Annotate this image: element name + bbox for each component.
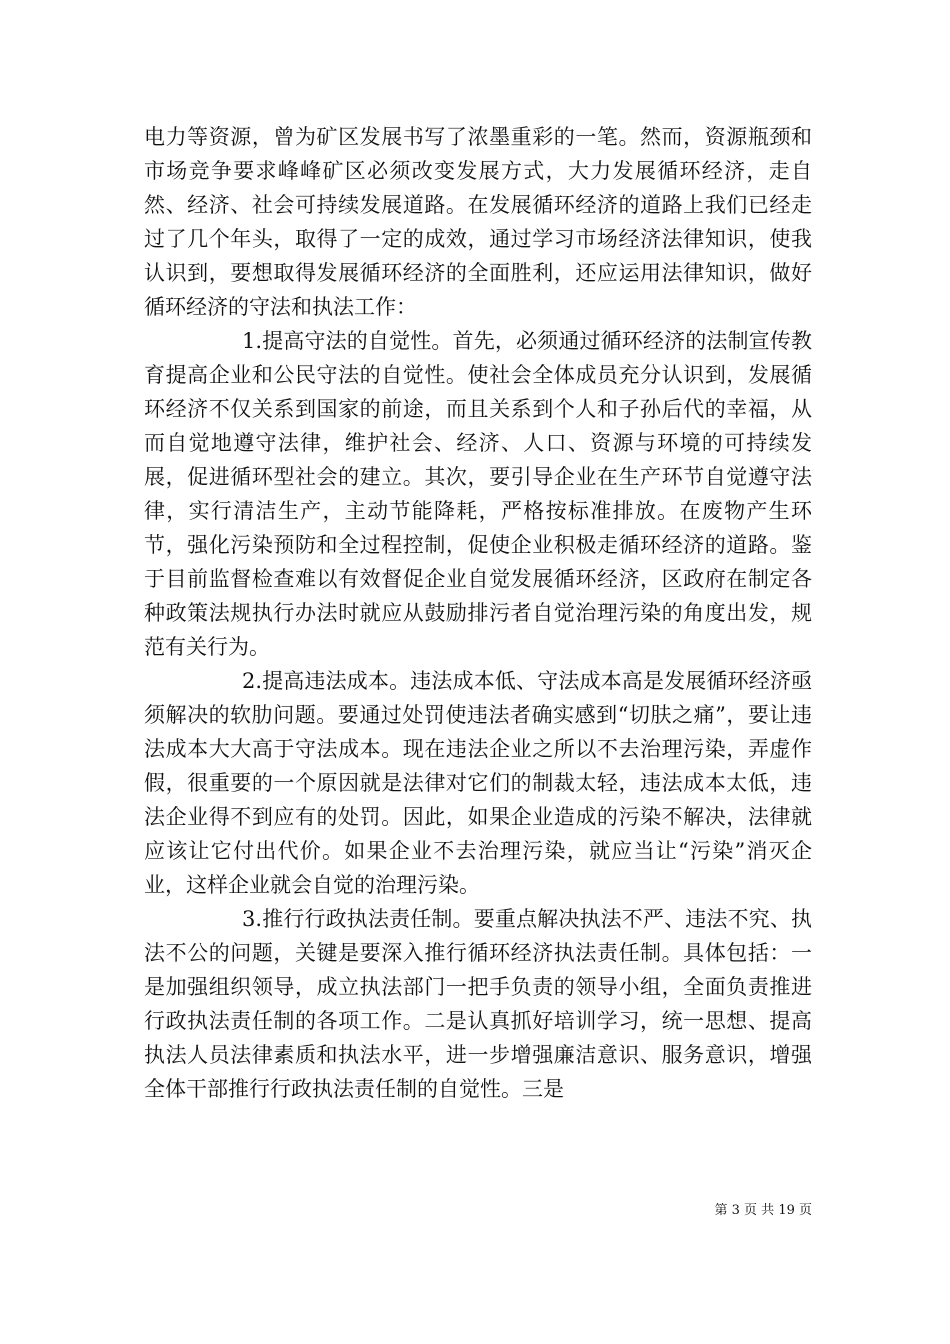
paragraph-item-2: 2.提高违法成本。违法成本低、守法成本高是发展循环经济亟须解决的软肋问题。要通过处罚使违法者确实感到“切肤之痛”，要让违法成本大大高于守法成本。现在违法企业之所以不去治理污染，弄虚作假，很重要的一个原因就是法律对它们的制裁太轻，违法成本太低，违法企业得不到应有的处罚。因此，如果企业造成的污染不解决，法律就应该让它付出代价。如果企业不去治理污染，就应当让“污染”消灭企业，这样企业就会自觉的治理污染。 [144, 669, 812, 897]
page-number: 第 3 页 共 19 页 [714, 1203, 812, 1218]
paragraph-item-1: 1.提高守法的自觉性。首先，必须通过循环经济的法制宣传教育提高企业和公民守法的自觉性。使社会全体成员充分认识到，发展循环经济不仅关系到国家的前途，而且关系到个人和子孙后代的幸福，从而自觉地遵守法律，维护社会、经济、人口、资源与环境的可持续发展，促进循环型社会的建立。其次，要引导企业在生产环节自觉遵守法律，实行清洁生产，主动节能降耗，严格按标准排放。在废物产生环节，强化污染预防和全过程控制，促使企业积极走循环经济的道路。鉴于目前监督检查难以有效督促企业自觉发展循环经济，区政府在制定各种政策法规执行办法时就应从鼓励排污者自觉治理污染的角度出发，规范有关行为。 [144, 329, 812, 659]
paragraph-intro: 电力等资源，曾为矿区发展书写了浓墨重彩的一笔。然而，资源瓶颈和市场竞争要求峰峰矿区必须改变发展方式，大力发展循环经济，走自然、经济、社会可持续发展道路。在发展循环经济的道路上我们已经走过了几个年头，取得了一定的成效，通过学习市场经济法律知识，使我认识到，要想取得发展循环经济的全面胜利，还应运用法律知识，做好循环经济的守法和执法工作： [144, 125, 812, 319]
document-body [144, 120, 812, 1106]
paragraph-item-3: 3.推行行政执法责任制。要重点解决执法不严、违法不究、执法不公的问题，关键是要深入推行循环经济执法责任制。具体包括：一是加强组织领导，成立执法部门一把手负责的领导小组，全面负责推进行政执法责任制的各项工作。二是认真抓好培训学习，统一思想、提高执法人员法律素质和执法水平，进一步增强廉洁意识、服务意识，增强全体干部推行行政执法责任制的自觉性。三是 [144, 907, 812, 1101]
